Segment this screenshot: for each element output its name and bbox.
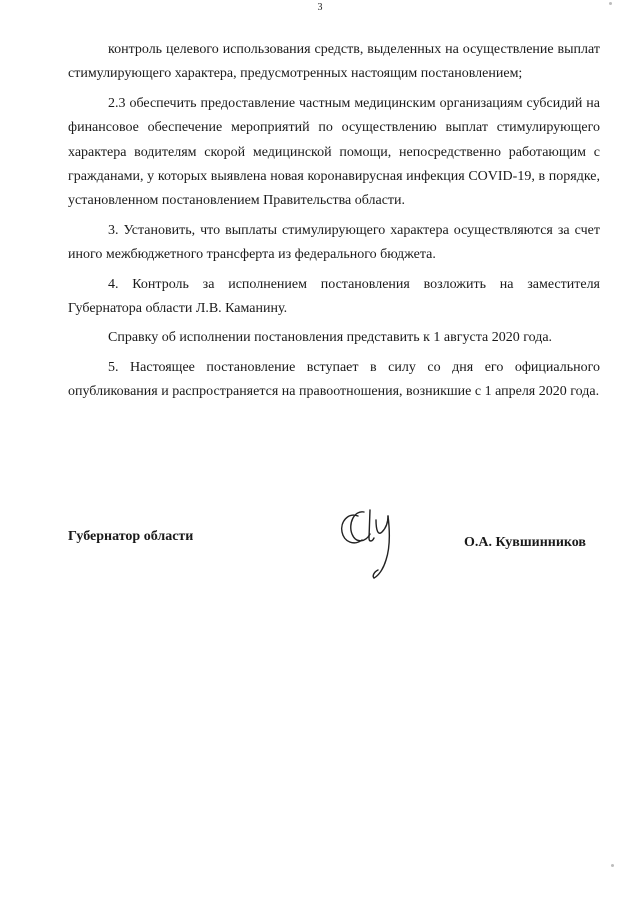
paragraph-continuation: контроль целевого использования средств, выделенных на осуществление выплат стимулирующего характера, предусмотренных настоящим постановлением; [68, 42, 600, 82]
paragraph-5: 5. Настоящее постановление вступает в силу со дня его официального опубликования и распространяется на правоотношения, возникшие с 1 апреля 2020 года. [68, 359, 600, 400]
paragraph-4: 4. Контроль за исполнением постановления возложить на заместителя Губернатора области Л.В. Каманину. [68, 276, 600, 317]
paragraph-3: 3. Установить, что выплаты стимулирующего характера осуществляются за счет иного межбюджетного трансферта из федерального бюджета. [68, 222, 600, 263]
signer-name: О.А. Кувшинников [463, 535, 586, 550]
paragraph-report: Справку об исполнении постановления представить к 1 августа 2020 года. [108, 330, 553, 346]
document-body [68, 38, 600, 405]
paragraph-2-3: 2.3 обеспечить предоставление частным медицинским организациям субсидий на финансовое обеспечение мероприятий по осуществлению выплат стимулирующего характера водителям скорой медицинской помощи, непосредственно работающим с гражданами, у которых выявлена новая коронавирусная инфекция COVID-19, в порядке, установленном постановлением Правительства области. [68, 95, 600, 209]
signer-title: Губернатор области [68, 529, 194, 544]
scan-speck-bottom-right [611, 864, 614, 867]
handwritten-signature [336, 502, 406, 580]
page-number: 3 [317, 2, 323, 13]
scan-speck-top-right [609, 2, 612, 5]
signature-block [68, 502, 600, 592]
